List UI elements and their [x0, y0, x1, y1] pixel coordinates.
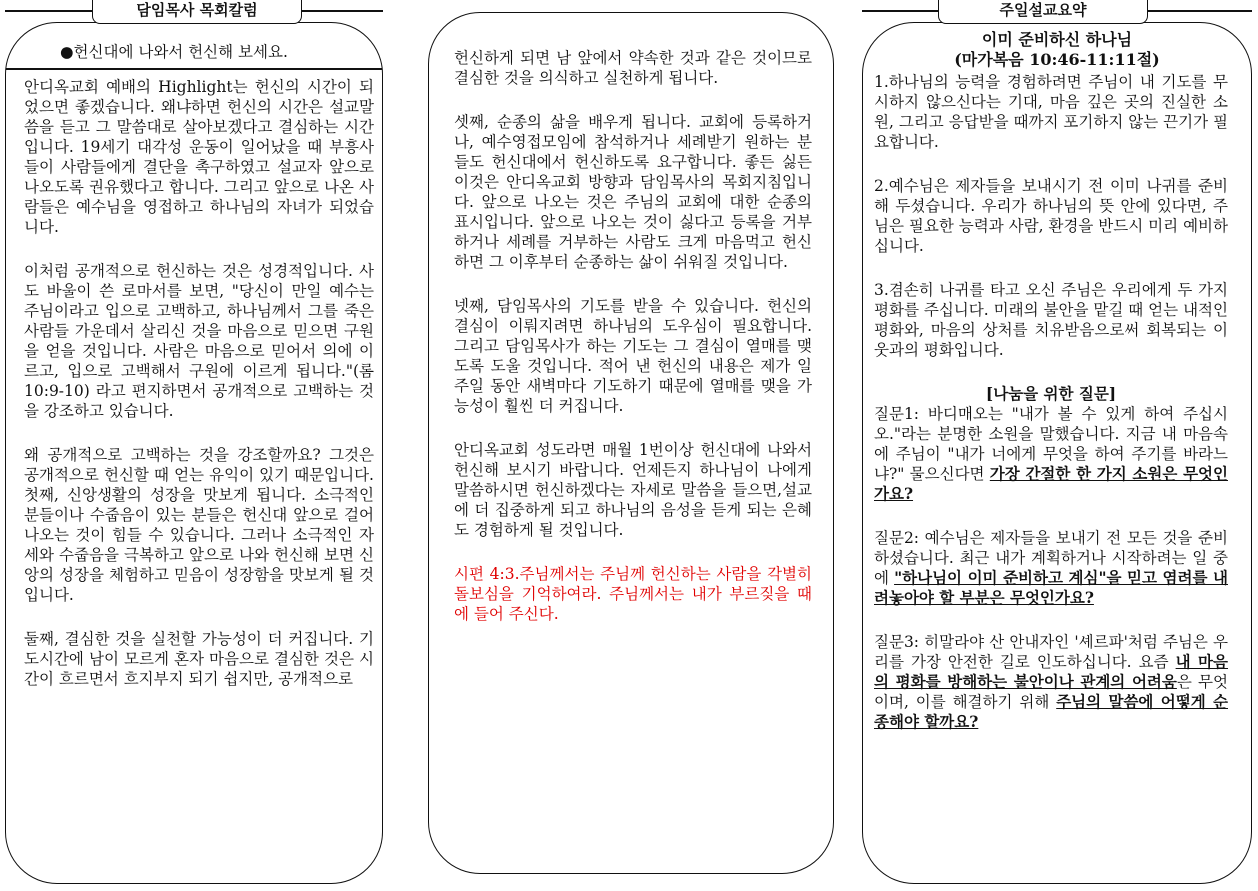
tab-rule-left [5, 10, 92, 12]
question-emphasis: 내 마음의 평화를 방해하는 불안이나 관계의 어려움 [874, 652, 1229, 691]
question-text: 은 무엇이며, 이를 해결하기 위해 [874, 673, 1228, 711]
question-3 [874, 632, 1228, 732]
paragraph: 이처럼 공개적으로 헌신하는 것은 성경적입니다. 사도 바울이 쓴 로마서를 보면, "당신이 만일 예수는 주님이라고 입으로 고백하고, 하나님께서 그를 죽은 사람들 가운데서 살리신 것을 마음으로 믿으면 구원을 얻을 것입니다. 사람은 마음으로 믿어서 의에 이르고, 입으로 고백해서 구원에 이르게 됩니다."(롬10:9-10) 라고 편지하면서 공개적으로 고백하는 것을 강조하고 있습니다. [24, 262, 374, 420]
tab-rule-left-2 [302, 10, 383, 12]
tab-rule-right-2 [1148, 10, 1252, 12]
question-text: 질문1: 바디매오는 "내가 볼 수 있게 하여 주십시오."라는 분명한 소원을 말했습니다. 지금 내 마음속에 주님이 "내가 너에게 무엇을 하여 주기를 바라느냐?" 물으신다면 [874, 405, 1228, 483]
intro-divider [6, 68, 382, 70]
question-text: 질문2: 예수님은 제자들을 보내기 전 모든 것을 준비하셨습니다. 최근 내가 계획하거나 시작하려는 일 중에 [874, 529, 1228, 587]
paragraph: 안디옥교회 예배의 Highlight는 헌신의 시간이 되었으면 좋겠습니다. 왜냐하면 헌신의 시간은 설교말씀을 듣고 그 말씀대로 살아보겠다고 결심하는 시간입니다. 19세기 대각성 운동이 일어났을 때 부흥사들이 사람들에게 결단을 촉구하였고 설교자 앞으로 나오도록 권유했다고 합니다. 그리고 앞으로 나온 사람들은 예수님을 영접하고 하나님의 자녀가 되었습니다. [24, 78, 374, 236]
question-emphasis: 주님의 말씀에 어떻게 순종해야 할까요? [874, 692, 1228, 731]
sermon-point: 1.하나님의 능력을 경험하려면 주님이 내 기도를 무시하지 않으신다는 기대, 마음 깊은 곳의 진실한 소원, 그리고 응답받을 때까지 포기하지 않는 끈기가 필요합니다. [874, 73, 1228, 151]
sermon-title-block [862, 30, 1252, 70]
sermon-scripture-ref: (마가복음 10:46-11:11절) [954, 50, 1160, 69]
questions-heading: [나눔을 위한 질문] [985, 384, 1117, 403]
sermon-summary-text [874, 72, 1228, 732]
paragraph: 안디옥교회 성도라면 매월 1번이상 헌신대에 나와서 헌신해 보시기 바랍니다. 언제든지 하나님이 나에게 말씀하시면 헌신하겠다는 자세로 말씀을 들으면,설교에 더 집중하게 되고 하나님의 음성을 듣게 되는 은혜도 경험하게 될 것입니다. [454, 441, 812, 539]
sermon-point: 3.겸손히 나귀를 타고 오신 주님은 우리에게 두 가지 평화를 주십니다. 미래의 불안을 맡길 때 얻는 내적인 평화와, 마음의 상처를 치유받음으로써 회복되는 이웃과의 평화입니다. [874, 281, 1228, 359]
question-text: 질문3: 히말라야 산 안내자인 '셰르파'처럼 주님은 우리를 가장 안전한 길로 인도하십니다. 요즘 [874, 633, 1228, 671]
tab-rule-right [862, 10, 938, 12]
paragraph: 헌신하게 되면 남 앞에서 약속한 것과 같은 것이므로 결심한 것을 의식하고 실천하게 됩니다. [454, 49, 812, 87]
sermon-title: 이미 준비하신 하나님 [981, 30, 1133, 49]
column-tab-sermon: 주일설교요약 [938, 0, 1148, 24]
question-2 [874, 528, 1228, 608]
column-tab-pastor: 담임목사 목회칼럼 [92, 0, 302, 24]
scripture-verse: 시편 4:3.주님께서는 주님께 헌신하는 사람을 각별히 돌보심을 기억하여라. 주님께서는 내가 부르짖을 때에 들어 주신다. [454, 565, 812, 623]
paragraph: 셋째, 순종의 삶을 배우게 됩니다. 교회에 등록하거나, 예수영접모임에 참석하거나 세례받기 원하는 분들도 헌신대에서 헌신하도록 요구합니다. 좋든 싫든 이것은 안디옥교회 방향과 담임목사의 목회지침입니다. 앞으로 나오는 것은 주님의 교회에 대한 순종의 표시입니다. 앞으로 나오는 것이 싫다고 등록을 거부하거나 세례를 거부하는 사람도 크게 마음먹고 헌신하면 그 이후부터 순종하는 삶이 쉬워질 것입니다. [454, 113, 812, 271]
pastor-column-continued [454, 48, 812, 624]
sermon-point: 2.예수님은 제자들을 보내시기 전 이미 나귀를 준비해 두셨습니다. 우리가 하나님의 뜻 안에 있다면, 주님은 필요한 능력과 사람, 환경을 반드시 미리 예비하십니다. [874, 177, 1228, 255]
question-emphasis: "하나님이 이미 준비하고 계심"을 믿고 염려를 내려놓아야 할 부분은 무엇인가요? [874, 568, 1228, 607]
question-emphasis: 가장 간절한 한 가지 소원은 무엇인가요? [874, 464, 1228, 503]
paragraph: 왜 공개적으로 고백하는 것을 강조할까요? 그것은 공개적으로 헌신할 때 얻는 유익이 있기 때문입니다. 첫째, 신앙생활의 성장을 맛보게 됩니다. 소극적인 분들이나 수줍음이 있는 분들은 헌신대 앞으로 걸어 나오는 것이 힘들 수 있습니다. 그러나 소극적인 자세와 수줍음을 극복하고 앞으로 나와 헌신해 보면 신앙의 성장을 체험하고 믿음이 성장함을 맛보게 될 것입니다. [24, 446, 374, 604]
question-1 [874, 404, 1228, 504]
column-intro-heading: ●헌신대에 나와서 헌신해 보세요. [60, 43, 288, 61]
pastor-column-text [24, 77, 374, 689]
paragraph: 둘째, 결심한 것을 실천할 가능성이 더 커집니다. 기도시간에 남이 모르게 혼자 마음으로 결심한 것은 시간이 흐르면서 흐지부지 되기 쉽지만, 공개적으로 [24, 630, 374, 688]
paragraph: 넷째, 담임목사의 기도를 받을 수 있습니다. 헌신의 결심이 이뤄지려면 하나님의 도우심이 필요합니다. 그리고 담임목사가 하는 기도는 그 결심이 열매를 맺도록 도울 것입니다. 적어 낸 헌신의 내용은 제가 일주일 동안 새벽마다 기도하기 때문에 열매를 맺을 가능성이 훨씬 더 커집니다. [454, 297, 812, 415]
